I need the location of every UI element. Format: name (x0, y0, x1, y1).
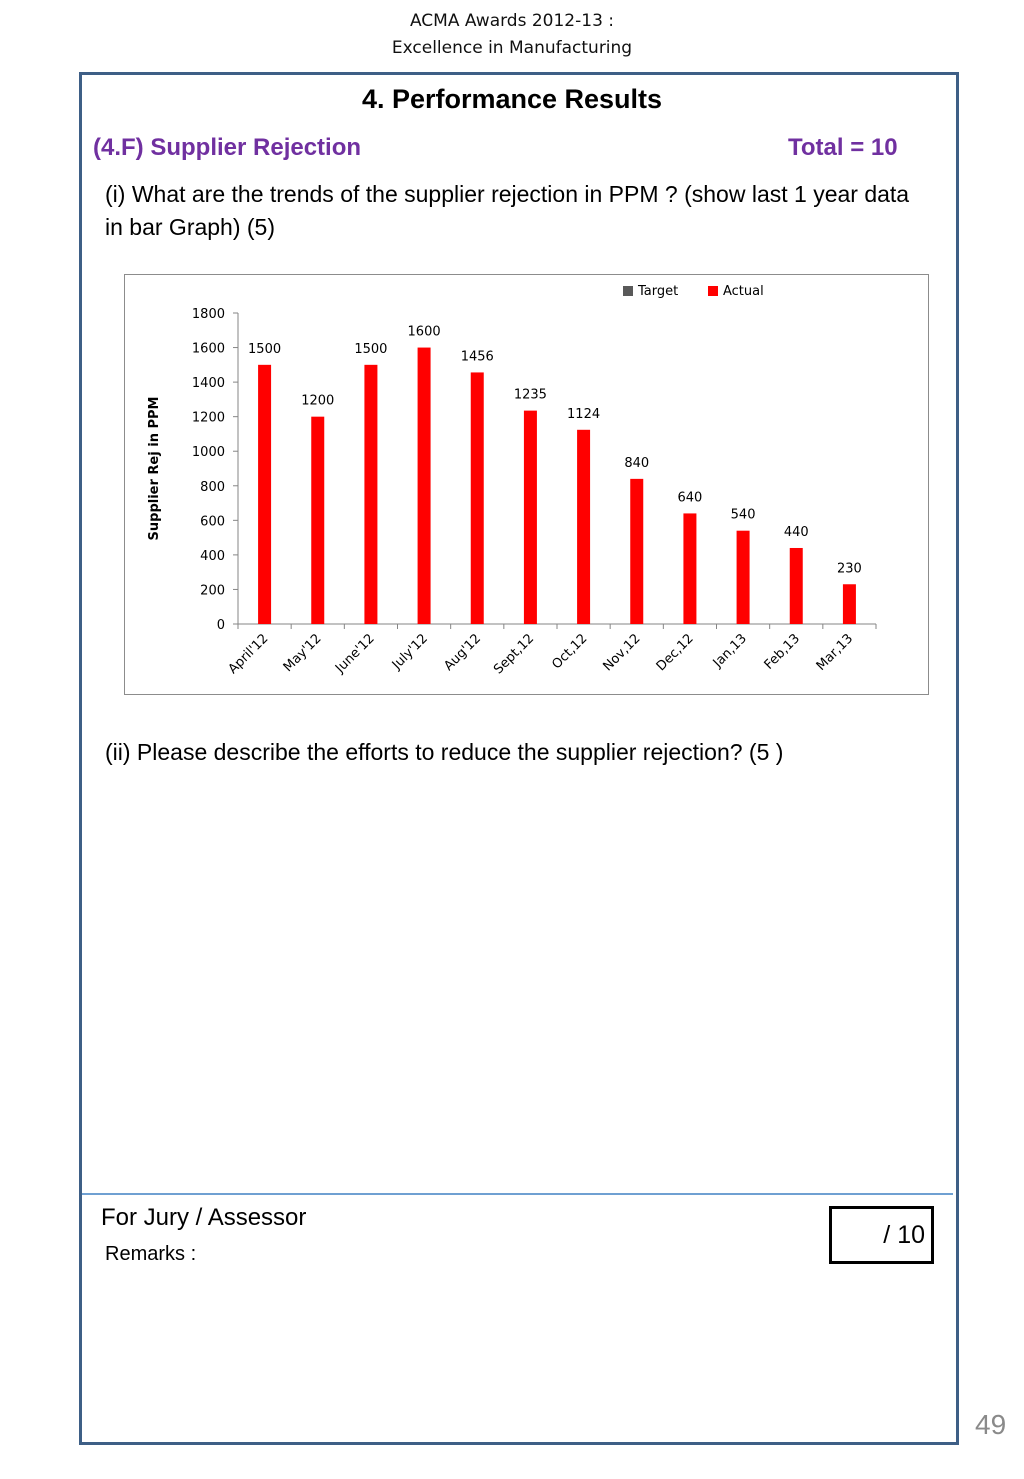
bar-actual (683, 513, 696, 624)
x-tick-label: Feb,13 (761, 631, 804, 673)
data-label: 230 (837, 561, 862, 577)
subsection-title: (4.F) Supplier Rejection (93, 134, 362, 161)
y-axis-title: Supplier Rej in PPM (147, 396, 162, 541)
remarks-label: Remarks : (105, 1243, 197, 1265)
header-line-2: Excellence in Manufacturing (391, 38, 633, 58)
y-tick-label: 1000 (191, 445, 225, 461)
y-tick-label: 600 (200, 514, 225, 530)
y-tick-label: 1800 (191, 307, 225, 322)
x-tick-label: Jan,13 (710, 631, 750, 671)
section-divider (82, 1193, 953, 1195)
data-label: 840 (624, 455, 650, 471)
x-tick-label: Dec,12 (653, 631, 697, 675)
data-label: 1235 (513, 387, 547, 403)
bar-actual (418, 348, 431, 624)
jury-label: For Jury / Assessor (101, 1204, 307, 1231)
data-label: 1200 (301, 393, 335, 409)
header-line-1: ACMA Awards 2012-13 : (409, 11, 615, 31)
x-tick-label: April'12 (225, 631, 272, 678)
y-tick-label: 400 (200, 548, 225, 564)
question-1: (i) What are the trends of the supplier rejection in PPM ? (show last 1 year data in bar Graph) (5) (105, 181, 910, 240)
legend-label: Target (638, 284, 679, 299)
data-label: 540 (730, 507, 756, 523)
legend-swatch (623, 286, 633, 296)
question-2: (ii) Please describe the efforts to reduce the supplier rejection? (5 ) (105, 739, 784, 765)
y-tick-label: 1200 (191, 410, 225, 426)
bar-chart (125, 275, 927, 693)
data-label: 1500 (248, 341, 282, 357)
data-label: 1456 (460, 349, 494, 365)
x-tick-label: Aug'12 (441, 631, 485, 675)
x-tick-label: July'12 (389, 631, 431, 673)
x-tick-label: May'12 (280, 631, 325, 676)
x-tick-label: Sept,12 (491, 631, 538, 678)
y-tick-label: 1600 (191, 341, 225, 357)
bar-actual (843, 584, 856, 624)
data-label: 1124 (567, 406, 601, 422)
chart-container (124, 274, 929, 695)
x-tick-label: June'12 (332, 631, 378, 677)
document-header (0, 8, 1024, 62)
data-label: 1500 (354, 341, 388, 357)
y-tick-label: 800 (200, 479, 225, 495)
page-number: 49 (975, 1409, 1007, 1440)
x-tick-label: Mar,13 (813, 631, 857, 674)
data-label: 1600 (407, 324, 441, 340)
bar-actual (471, 372, 484, 624)
bar-actual (311, 417, 324, 624)
score-box: / 10 (829, 1206, 934, 1264)
x-tick-label: Oct,12 (549, 631, 591, 673)
bar-actual (790, 548, 803, 624)
y-tick-label: 1400 (191, 376, 225, 392)
legend-label: Actual (723, 284, 764, 299)
bar-actual (630, 479, 643, 624)
bar-actual (737, 531, 750, 624)
total-score-label: Total = 10 (788, 134, 898, 161)
bar-actual (524, 411, 537, 624)
data-label: 440 (783, 524, 809, 540)
bar-actual (364, 365, 377, 624)
bar-actual (577, 430, 590, 624)
y-tick-label: 200 (200, 583, 225, 599)
bar-actual (258, 365, 271, 624)
x-tick-label: Nov,12 (600, 631, 644, 675)
y-tick-label: 0 (216, 618, 225, 633)
data-label: 640 (677, 490, 703, 506)
section-title: 4. Performance Results (361, 84, 663, 114)
legend-swatch (708, 286, 718, 296)
